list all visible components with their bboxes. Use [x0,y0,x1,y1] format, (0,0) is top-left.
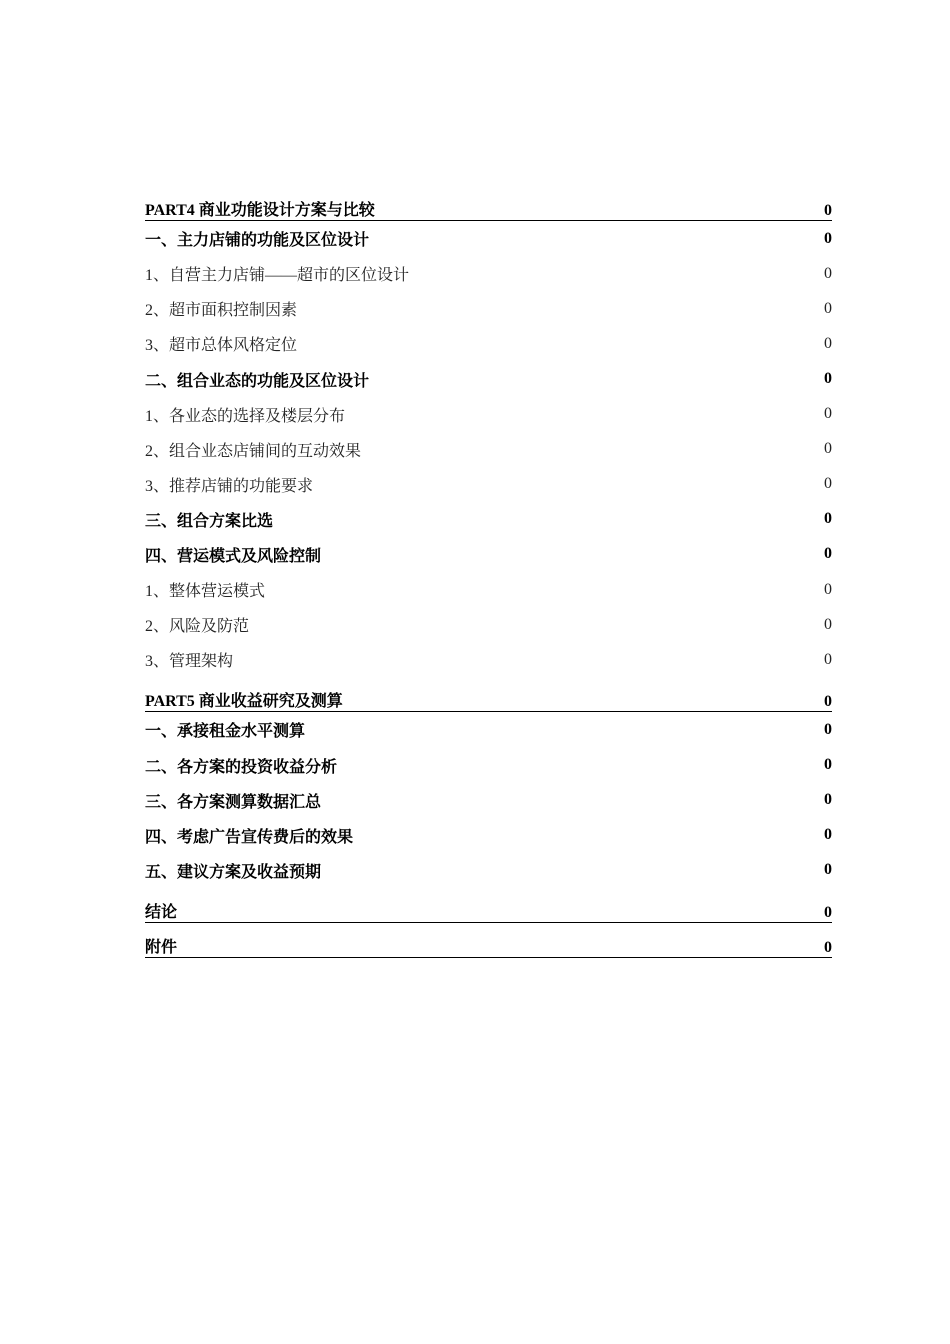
toc-entry[interactable] [145,432,832,467]
toc-entry-title: 1、各业态的选择及楼层分布 [145,407,346,425]
table-of-contents [145,186,832,958]
toc-entry-page-number: 0 [824,229,832,247]
toc-entry-title: 三、组合方案比选 [145,512,274,530]
toc-entry-title: 一、主力店铺的功能及区位设计 [145,232,370,250]
toc-entry[interactable] [145,642,832,677]
toc-entry-page-number: 0 [824,939,832,957]
toc-entry-page-number: 0 [824,756,832,774]
toc-entry-page-number: 0 [824,440,832,458]
toc-entry-title: 结论 [145,903,178,921]
toc-entry-page-number: 0 [824,650,832,668]
toc-entry-page-number: 0 [824,264,832,282]
toc-entry-title: 附件 [145,939,178,957]
toc-entry-page-number: 0 [824,720,832,738]
toc-entry-page-number: 0 [824,545,832,563]
toc-entry-title: 3、管理架构 [145,653,234,671]
toc-entry-title: 3、推荐店铺的功能要求 [145,477,314,495]
toc-entry[interactable] [145,221,832,256]
toc-entry-title: 三、各方案测算数据汇总 [145,793,322,811]
toc-entry-page-number: 0 [824,791,832,809]
toc-entry[interactable] [145,186,832,221]
toc-entry[interactable] [145,888,832,923]
toc-entry[interactable] [145,923,832,958]
toc-entry[interactable] [145,502,832,537]
toc-entry-title: 一、承接租金水平测算 [145,723,306,741]
toc-entry-page-number: 0 [824,475,832,493]
toc-entry-title: PART5 商业收益研究及测算 [145,693,343,711]
toc-entry-title: PART4 商业功能设计方案与比较 [145,202,375,220]
toc-entry-page-number: 0 [824,405,832,423]
toc-entry-title: 1、整体营运模式 [145,583,266,601]
toc-entry[interactable] [145,818,832,853]
toc-entry[interactable] [145,783,832,818]
toc-entry-title: 2、超市面积控制因素 [145,302,298,320]
toc-entry-title: 四、营运模式及风险控制 [145,547,322,565]
toc-entry-page-number: 0 [824,510,832,528]
toc-entry[interactable] [145,291,832,326]
toc-entry[interactable] [145,467,832,502]
toc-entry-title: 五、建议方案及收益预期 [145,863,322,881]
toc-entry[interactable] [145,712,832,747]
toc-entry-page-number: 0 [824,826,832,844]
toc-entry-page-number: 0 [824,903,832,921]
toc-entry-title: 2、组合业态店铺间的互动效果 [145,442,362,460]
toc-entry[interactable] [145,256,832,291]
toc-entry-page-number: 0 [824,693,832,711]
toc-entry-title: 3、超市总体风格定位 [145,337,298,355]
toc-entry-page-number: 0 [824,615,832,633]
toc-entry-page-number: 0 [824,370,832,388]
toc-entry-title: 四、考虑广告宣传费后的效果 [145,828,354,846]
toc-entry[interactable] [145,572,832,607]
toc-entry-page-number: 0 [824,580,832,598]
toc-entry-page-number: 0 [824,334,832,352]
toc-entry-title: 二、组合业态的功能及区位设计 [145,372,370,390]
toc-entry[interactable] [145,397,832,432]
toc-entry[interactable] [145,537,832,572]
toc-entry[interactable] [145,748,832,783]
toc-entry-title: 2、风险及防范 [145,618,250,636]
toc-entry-page-number: 0 [824,299,832,317]
toc-entry-page-number: 0 [824,202,832,220]
toc-entry-page-number: 0 [824,861,832,879]
toc-entry[interactable] [145,326,832,361]
toc-entry-title: 1、自营主力店铺——超市的区位设计 [145,267,410,285]
toc-entry[interactable] [145,853,832,888]
toc-entry[interactable] [145,361,832,396]
toc-entry-title: 二、各方案的投资收益分析 [145,758,338,776]
toc-entry[interactable] [145,607,832,642]
toc-entry[interactable] [145,677,832,712]
